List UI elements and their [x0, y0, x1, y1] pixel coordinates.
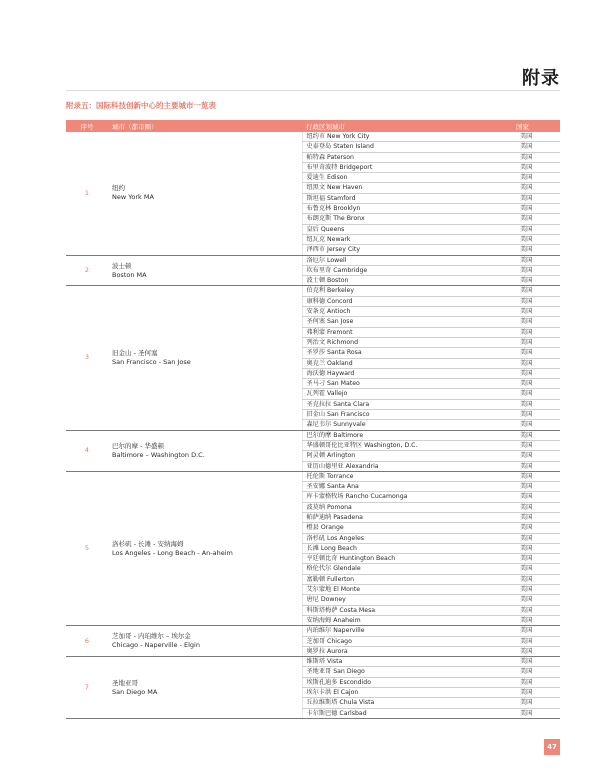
city-name: 维斯塔 Vista: [302, 657, 512, 667]
city-name: 库卡蒙格牧场 Rancho Cucamonga: [302, 492, 512, 502]
city-name: 埃斯孔迪多 Escondido: [302, 677, 512, 687]
group-number: 6: [66, 626, 108, 657]
city-name: 唐尼 Downey: [302, 595, 512, 605]
country-name: 美国: [512, 183, 560, 193]
city-name: 斯坦福 Stamford: [302, 193, 512, 203]
city-name: 洛杉矶 Los Angeles: [302, 533, 512, 543]
page-number: 47: [544, 739, 560, 755]
metro-name-cn: 波士顿: [112, 261, 132, 270]
country-name: 美国: [512, 389, 560, 399]
column-header-city: 行政区划城市: [302, 120, 512, 132]
table-row: [66, 255, 560, 265]
country-name: 美国: [512, 512, 560, 522]
column-header-country: 国家: [512, 120, 560, 132]
country-name: 美国: [512, 708, 560, 718]
metro-area-cell: [108, 471, 302, 625]
city-name: 圣安娜 Santa Ana: [302, 482, 512, 492]
header-divider: [66, 90, 560, 91]
city-name: 长滩 Long Beach: [302, 543, 512, 553]
country-name: 美国: [512, 307, 560, 317]
city-name: 旧金山 San Francisco: [302, 410, 512, 420]
metro-name-en: Boston MA: [112, 270, 147, 279]
city-name: 列治文 Richmond: [302, 337, 512, 347]
metro-name-cn: 巴尔的摩 - 华盛顿: [112, 441, 164, 450]
country-name: 美国: [512, 626, 560, 636]
city-name: 亨廷顿比奇 Huntington Beach: [302, 554, 512, 564]
country-name: 美国: [512, 492, 560, 502]
metro-name-en: Los Angeles - Long Beach - An-aheim: [112, 548, 233, 557]
group-number: 5: [66, 471, 108, 625]
group-number: 4: [66, 430, 108, 471]
table-row: [66, 286, 560, 296]
city-name: 华盛顿哥伦比亚特区 Washington, D.C.: [302, 440, 512, 450]
country-name: 美国: [512, 523, 560, 533]
country-name: 美国: [512, 667, 560, 677]
country-name: 美国: [512, 410, 560, 420]
city-name: 波士顿 Boston: [302, 276, 512, 286]
city-name: 布鲁克林 Brooklyn: [302, 204, 512, 214]
country-name: 美国: [512, 265, 560, 275]
city-name: 富勒顿 Fullerton: [302, 574, 512, 584]
country-name: 美国: [512, 698, 560, 708]
country-name: 美国: [512, 420, 560, 430]
city-name: 埃尔卡洪 El Cajon: [302, 688, 512, 698]
city-name: 亚历山德里亚 Alexandria: [302, 461, 512, 471]
city-name: 纽瓦克 Newark: [302, 234, 512, 244]
metro-name-cn: 芝加哥 - 内珀维尔 – 埃尔金: [112, 632, 191, 641]
metro-name-en: San Francisco - San Jose: [112, 358, 191, 367]
country-name: 美国: [512, 564, 560, 574]
country-name: 美国: [512, 595, 560, 605]
country-name: 美国: [512, 193, 560, 203]
city-name: 圣罗莎 Santa Rosa: [302, 348, 512, 358]
city-name: 科斯塔梅萨 Costa Mesa: [302, 605, 512, 615]
city-name: 芝加哥 Chicago: [302, 636, 512, 646]
city-name: 橙县 Orange: [302, 523, 512, 533]
country-name: 美国: [512, 677, 560, 687]
table-row: [66, 626, 560, 636]
country-name: 美国: [512, 605, 560, 615]
country-name: 美国: [512, 276, 560, 286]
city-name: 波莫纳 Pomona: [302, 502, 512, 512]
city-name: 史泰登岛 Staten Island: [302, 142, 512, 152]
section-title: 附录: [522, 68, 560, 89]
country-name: 美国: [512, 585, 560, 595]
country-name: 美国: [512, 430, 560, 440]
metro-area-cell: [108, 255, 302, 286]
country-name: 美国: [512, 317, 560, 327]
city-name: 海沃德 Hayward: [302, 368, 512, 378]
country-name: 美国: [512, 348, 560, 358]
city-name: 卡尔斯巴德 Carlsbad: [302, 708, 512, 718]
group-number: 2: [66, 255, 108, 286]
city-name: 丘拉维斯塔 Chula Vista: [302, 698, 512, 708]
country-name: 美国: [512, 554, 560, 564]
country-name: 美国: [512, 688, 560, 698]
city-name: 瓦列霍 Vallejo: [302, 389, 512, 399]
city-name: 坎布里奇 Cambridge: [302, 265, 512, 275]
column-header-metro: 城市（都市圈）: [108, 120, 302, 132]
city-name: 圣克拉拉 Santa Clara: [302, 399, 512, 409]
city-name: 帕特森 Paterson: [302, 152, 512, 162]
country-name: 美国: [512, 451, 560, 461]
country-name: 美国: [512, 482, 560, 492]
country-name: 美国: [512, 245, 560, 255]
city-name: 纽黑文 New Haven: [302, 183, 512, 193]
country-name: 美国: [512, 543, 560, 553]
metro-name-en: Baltimore – Washington D.C.: [112, 450, 205, 459]
country-name: 美国: [512, 636, 560, 646]
city-name: 安纳海姆 Anaheim: [302, 615, 512, 625]
metro-area-cell: [108, 286, 302, 430]
country-name: 美国: [512, 204, 560, 214]
city-name: 圣马刁 San Mateo: [302, 379, 512, 389]
city-name: 帕萨迪纳 Pasadena: [302, 512, 512, 522]
metro-name-en: San Diego MA: [112, 687, 158, 696]
page-header: [0, 0, 600, 90]
city-name: 格伦代尔 Glendale: [302, 564, 512, 574]
metro-area-cell: [108, 626, 302, 657]
city-name: 森尼韦尔 Sunnyvale: [302, 420, 512, 430]
group-number: 1: [66, 132, 108, 255]
cities-table: [66, 120, 560, 719]
metro-name-cn: 旧金山 - 圣何塞: [112, 349, 158, 358]
table-title: 附录五：国际科技创新中心的主要城市一览表: [66, 101, 216, 110]
city-name: 弗利蒙 Fremont: [302, 327, 512, 337]
city-name: 布里奇波特 Bridgeport: [302, 162, 512, 172]
country-name: 美国: [512, 574, 560, 584]
city-name: 圣何塞 San Jose: [302, 317, 512, 327]
country-name: 美国: [512, 471, 560, 481]
country-name: 美国: [512, 162, 560, 172]
country-name: 美国: [512, 657, 560, 667]
country-name: 美国: [512, 368, 560, 378]
city-name: 洛厄尔 Lowell: [302, 255, 512, 265]
city-name: 爱迪生 Edison: [302, 173, 512, 183]
city-name: 纽约市 New York City: [302, 132, 512, 142]
country-name: 美国: [512, 327, 560, 337]
country-name: 美国: [512, 214, 560, 224]
country-name: 美国: [512, 502, 560, 512]
city-name: 艾尔蒙地 El Monte: [302, 585, 512, 595]
country-name: 美国: [512, 533, 560, 543]
metro-name-cn: 圣地亚哥: [112, 678, 138, 687]
country-name: 美国: [512, 440, 560, 450]
metro-name-cn: 洛杉矶 - 长滩 - 安纳海姆: [112, 539, 184, 548]
country-name: 美国: [512, 132, 560, 142]
city-name: 布朗克斯 The Bronx: [302, 214, 512, 224]
country-name: 美国: [512, 615, 560, 625]
metro-name-en: New York MA: [112, 193, 154, 202]
country-name: 美国: [512, 358, 560, 368]
metro-area-cell: [108, 132, 302, 255]
city-name: 巴尔的摩 Baltimore: [302, 430, 512, 440]
country-name: 美国: [512, 646, 560, 656]
city-name: 圣地亚哥 San Diego: [302, 667, 512, 677]
city-name: 泽西市 Jersey City: [302, 245, 512, 255]
metro-area-cell: [108, 657, 302, 719]
table-row: [66, 657, 560, 667]
table-header-row: [66, 120, 560, 132]
city-name: 奥罗拉 Aurora: [302, 646, 512, 656]
group-number: 3: [66, 286, 108, 430]
table-row: [66, 471, 560, 481]
country-name: 美国: [512, 286, 560, 296]
city-name: 伯克利 Berkeley: [302, 286, 512, 296]
country-name: 美国: [512, 379, 560, 389]
table-row: [66, 430, 560, 440]
metro-area-cell: [108, 430, 302, 471]
country-name: 美国: [512, 234, 560, 244]
city-name: 奥克兰 Oakland: [302, 358, 512, 368]
city-name: 皇后 Queens: [302, 224, 512, 234]
table-row: [66, 132, 560, 142]
city-name: 内珀维尔 Naperville: [302, 626, 512, 636]
country-name: 美国: [512, 461, 560, 471]
city-name: 托伦斯 Torrance: [302, 471, 512, 481]
country-name: 美国: [512, 337, 560, 347]
group-number: 7: [66, 657, 108, 719]
metro-name-cn: 纽约: [112, 184, 125, 193]
column-header-no: 序号: [66, 120, 108, 132]
country-name: 美国: [512, 399, 560, 409]
metro-name-en: Chicago - Naperville - Elgin: [112, 641, 200, 650]
city-name: 康科德 Concord: [302, 296, 512, 306]
country-name: 美国: [512, 142, 560, 152]
country-name: 美国: [512, 173, 560, 183]
country-name: 美国: [512, 296, 560, 306]
city-name: 安条克 Antioch: [302, 307, 512, 317]
city-name: 阿灵顿 Arlington: [302, 451, 512, 461]
country-name: 美国: [512, 255, 560, 265]
country-name: 美国: [512, 224, 560, 234]
country-name: 美国: [512, 152, 560, 162]
table-body: [66, 132, 560, 718]
